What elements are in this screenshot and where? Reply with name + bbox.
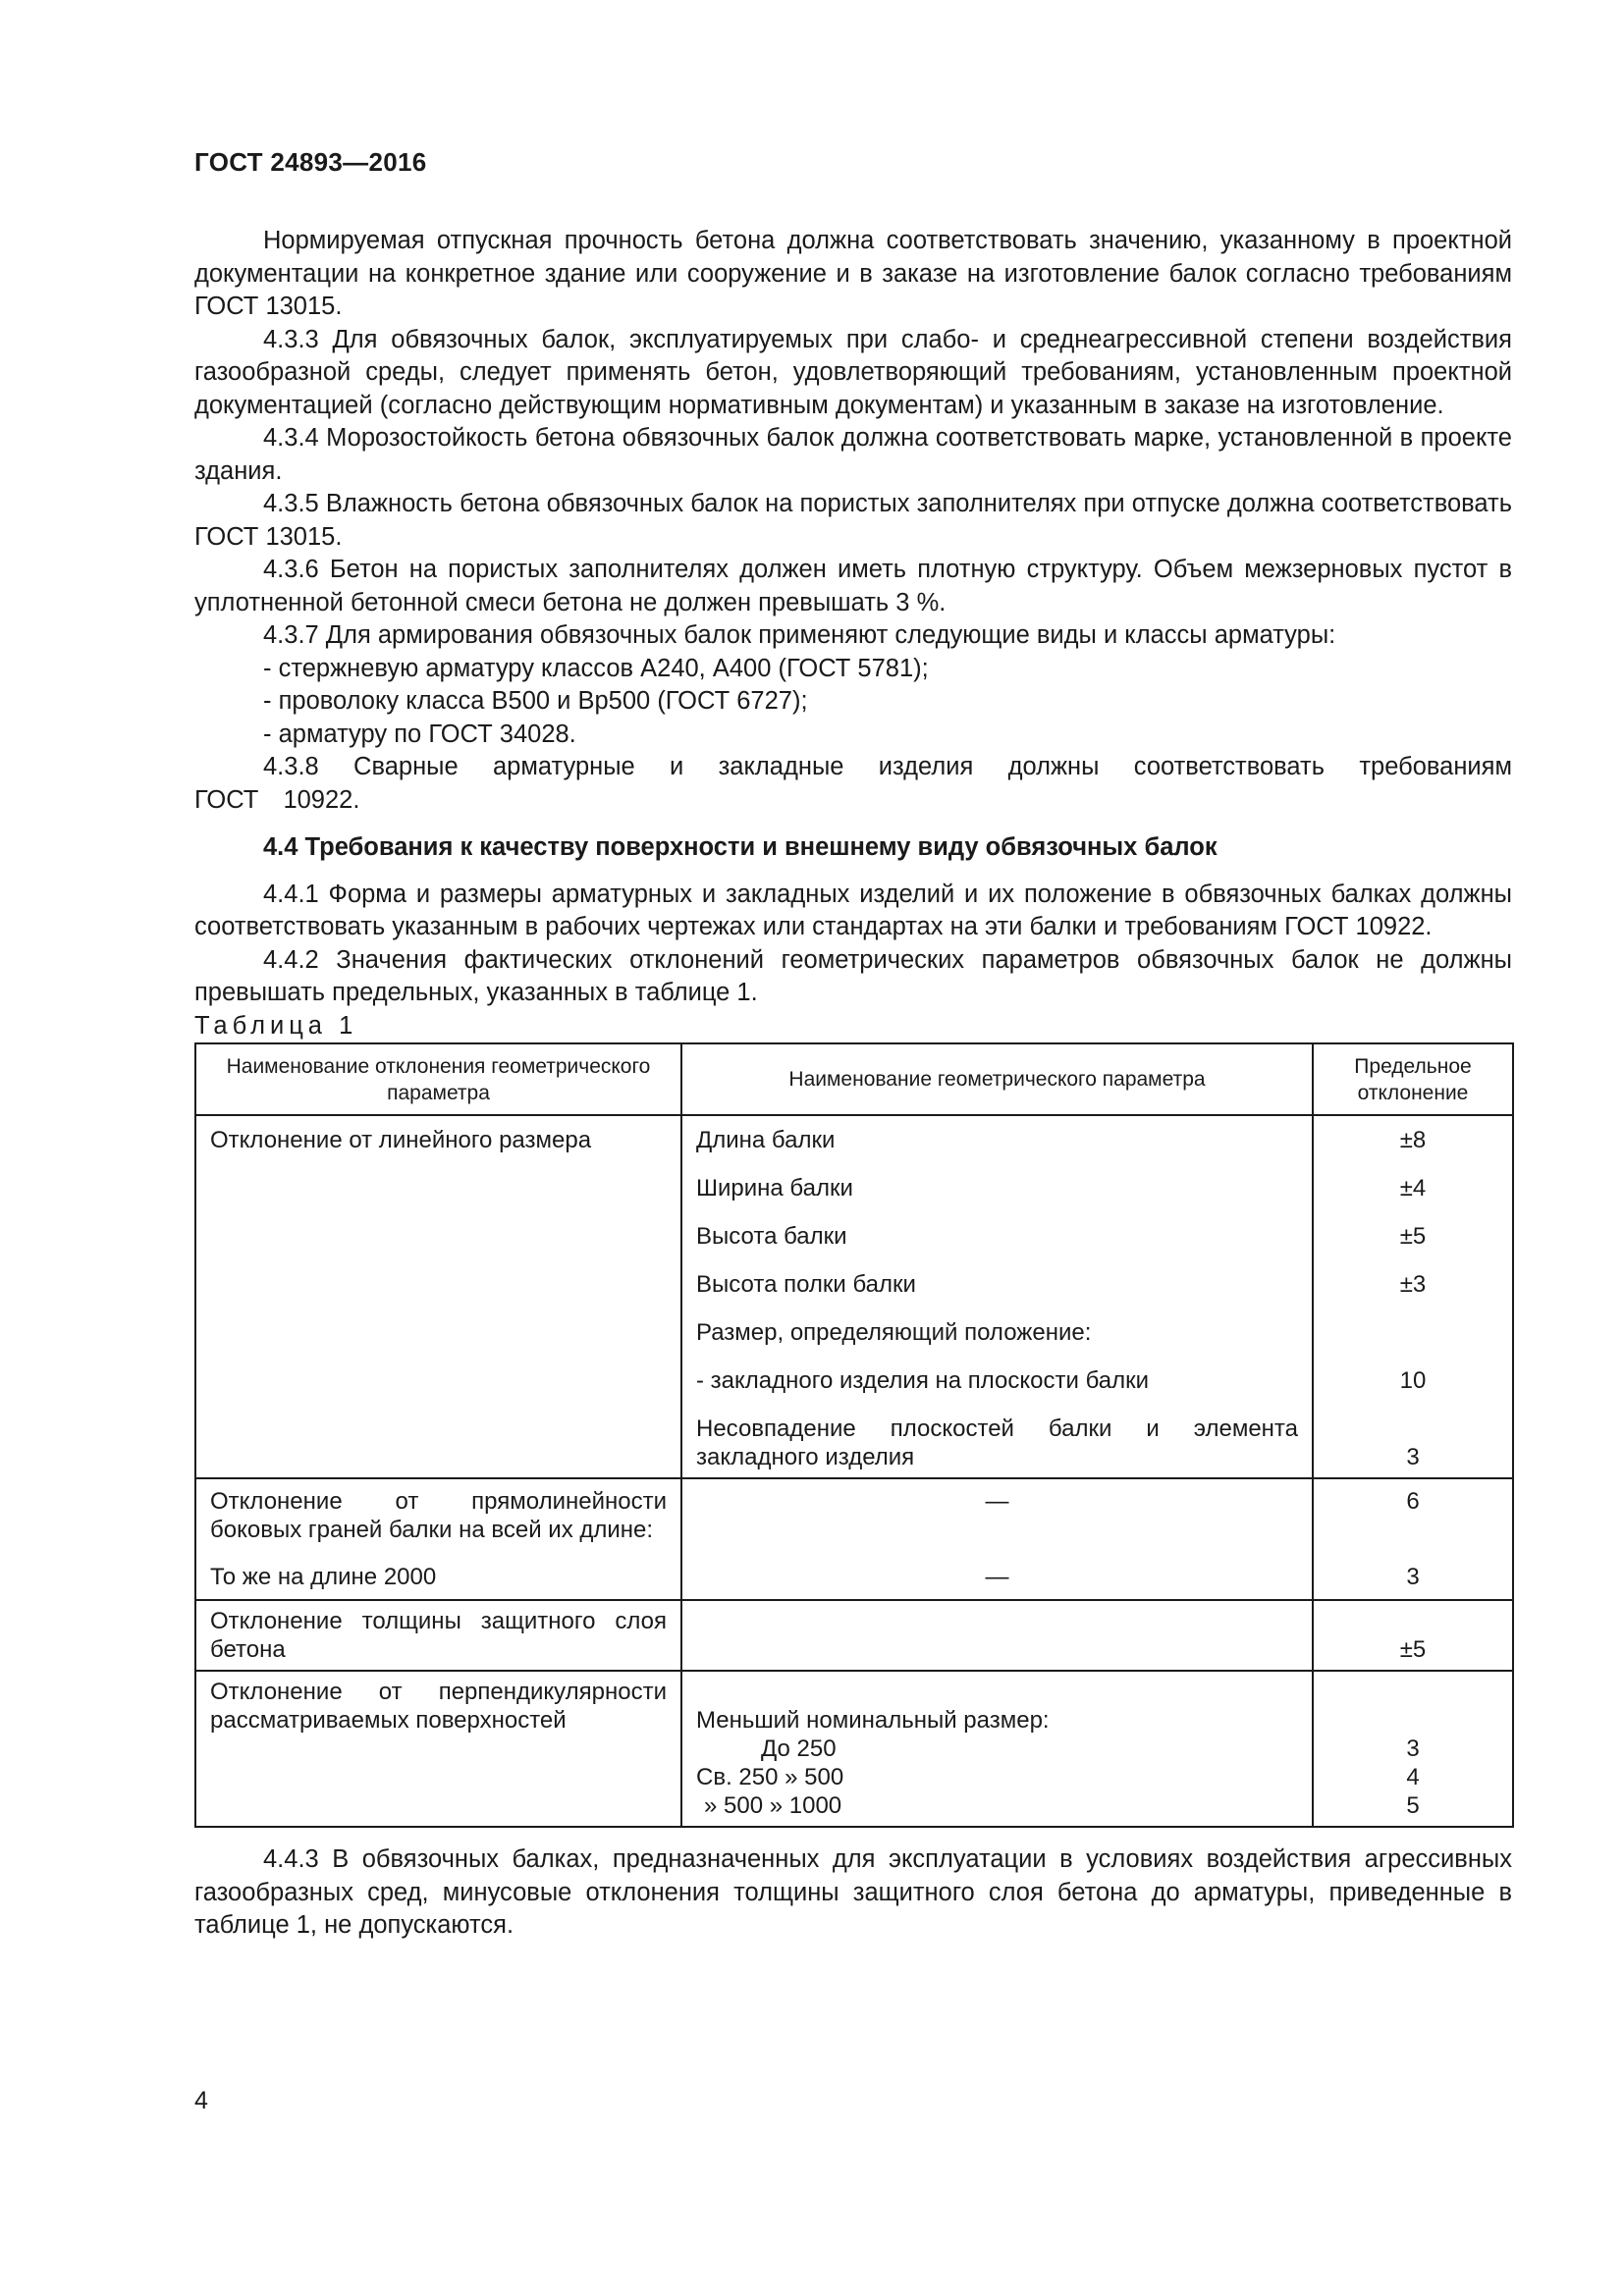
paragraph-4-4-3: 4.4.3 В обвязочных балках, предназначенных для эксплуатации в условиях воздействия агрессивных газообразных сред, минусовые отклонения толщины защитного слоя бетона до арматуры, приведенные в таблице 1, не допускаются. [194,1845,1512,1939]
document-code-header: ГОСТ 24893—2016 [194,147,427,177]
table-row [195,1600,1513,1671]
cell-deviation: Отклонение толщины защитного слоя бетона [195,1600,681,1671]
param-nominal-size-title: Меньший номинальный размер: [696,1707,1050,1734]
param-flange-height: Высота полки балки [696,1271,916,1298]
deviation-straightness: Отклонение от прямолинейности боковых граней балки на всей их длине: [210,1488,667,1543]
cell-parameters [681,1115,1313,1478]
paragraph-strength: Нормируемая отпускная прочность бетона должна соответствовать значению, указанному в проектной документации на конкретное здание или сооружение и в заказе на изготовление балок согласно требованиям ГОСТ 13015. [194,227,1512,320]
value-width: ±4 [1399,1175,1427,1201]
cell-parameters [681,1600,1313,1671]
paragraph-4-4-2: 4.4.2 Значения фактических отклонений геометрических параметров обвязочных балок не должны превышать предельных, указанных в таблице 1. [194,945,1512,1006]
param-height: Высота балки [696,1223,847,1250]
param-width: Ширина балки [696,1175,853,1201]
deviation-table [194,1042,1514,1828]
page-number: 4 [194,2087,208,2114]
param-straightness-2000: — [985,1564,1009,1590]
cell-parameters [681,1478,1313,1600]
section-heading-4-4: 4.4 Требования к качеству поверхности и внешнему виду обвязочных балок [263,833,1218,861]
value-size-range: 5 [1406,1792,1420,1819]
paragraph-4-3-5: 4.3.5 Влажность бетона обвязочных балок на пористых заполнителях при отпуске должна соответствовать ГОСТ 13015. [194,490,1512,551]
param-straightness: — [985,1488,1009,1515]
table-row [195,1478,1513,1600]
value-plane-mismatch: 3 [1406,1444,1420,1470]
param-embedded-item: - закладного изделия на плоскости балки [696,1367,1150,1394]
header-deviation-name: Наименование отклонения геометрического параметра [195,1043,681,1115]
table-caption: Таблица 1 [194,1011,358,1040]
cell-deviation: Отклонение от линейного размера [195,1115,681,1478]
param-plane-mismatch: Несовпадение плоскостей балки и элемента закладного изделия [696,1415,1298,1470]
value-length: ±8 [1399,1127,1427,1153]
table-row [195,1671,1513,1827]
param-size-range: » 500 » 1000 [704,1792,842,1819]
paragraph-4-3-4: 4.3.4 Морозостойкость бетона обвязочных балок должна соответствовать марке, установленной в проекте здания. [194,424,1512,485]
list-item: - стержневую арматуру классов А240, А400 (ГОСТ 5781); [263,654,929,682]
param-length: Длина балки [696,1127,836,1153]
paragraph-4-3-8: 4.3.8 Сварные арматурные и закладные изделия должны соответствовать требованиям ГОСТ 10922. [194,753,1512,814]
value-embedded-item: 10 [1399,1367,1427,1394]
paragraph-4-3-6: 4.3.6 Бетон на пористых заполнителях должен иметь плотную структуру. Объем межзерновых пустот в уплотненной бетонной смеси бетона не должен превышать 3 %. [194,556,1512,616]
header-parameter-name: Наименование геометрического параметра [681,1043,1313,1115]
cell-values [1313,1478,1513,1600]
param-size-range: Св. 250 » 500 [696,1764,844,1790]
value-size-range: 3 [1406,1735,1420,1762]
deviation-straightness-2000: То же на длине 2000 [210,1564,437,1590]
cell-deviation: Отклонение от перпендикулярности рассматриваемых поверхностей [195,1671,681,1827]
table-row [195,1115,1513,1478]
value-size-range: 4 [1406,1764,1420,1790]
cell-values: ±5 [1313,1600,1513,1671]
list-item: - проволоку класса В500 и Вр500 (ГОСТ 6727); [263,687,808,715]
value-height: ±5 [1399,1223,1427,1250]
paragraph-4-3-3: 4.3.3 Для обвязочных балок, эксплуатируемых при слабо- и среднеагрессивной степени воздействия газообразной среды, следует применять бетон, удовлетворяющий требованиям, установленным проектной документацией (согласно действующим нормативным документам) и указанным в заказе на изготовление. [194,325,1512,419]
param-size-range: До 250 [761,1735,837,1762]
cell-parameters [681,1671,1313,1827]
table-header-row [195,1043,1513,1115]
value-straightness: 6 [1406,1488,1420,1515]
paragraph-4-4-1: 4.4.1 Форма и размеры арматурных и закладных изделий и их положение в обвязочных балках должны соответствовать указанным в рабочих чертежах или стандартах на эти балки и требованиям ГОСТ 10922. [194,880,1512,940]
list-item: - арматуру по ГОСТ 34028. [263,720,576,748]
value-straightness-2000: 3 [1406,1564,1420,1590]
cell-values [1313,1671,1513,1827]
paragraph-4-3-7: 4.3.7 Для армирования обвязочных балок применяют следующие виды и классы арматуры: [263,621,1336,649]
header-limit-deviation: Предельное отклонение [1313,1043,1513,1115]
cell-deviation [195,1478,681,1600]
cell-values [1313,1115,1513,1478]
param-position-size: Размер, определяющий положение: [696,1319,1092,1346]
document-body [194,225,1512,1943]
value-flange-height: ±3 [1399,1271,1427,1298]
